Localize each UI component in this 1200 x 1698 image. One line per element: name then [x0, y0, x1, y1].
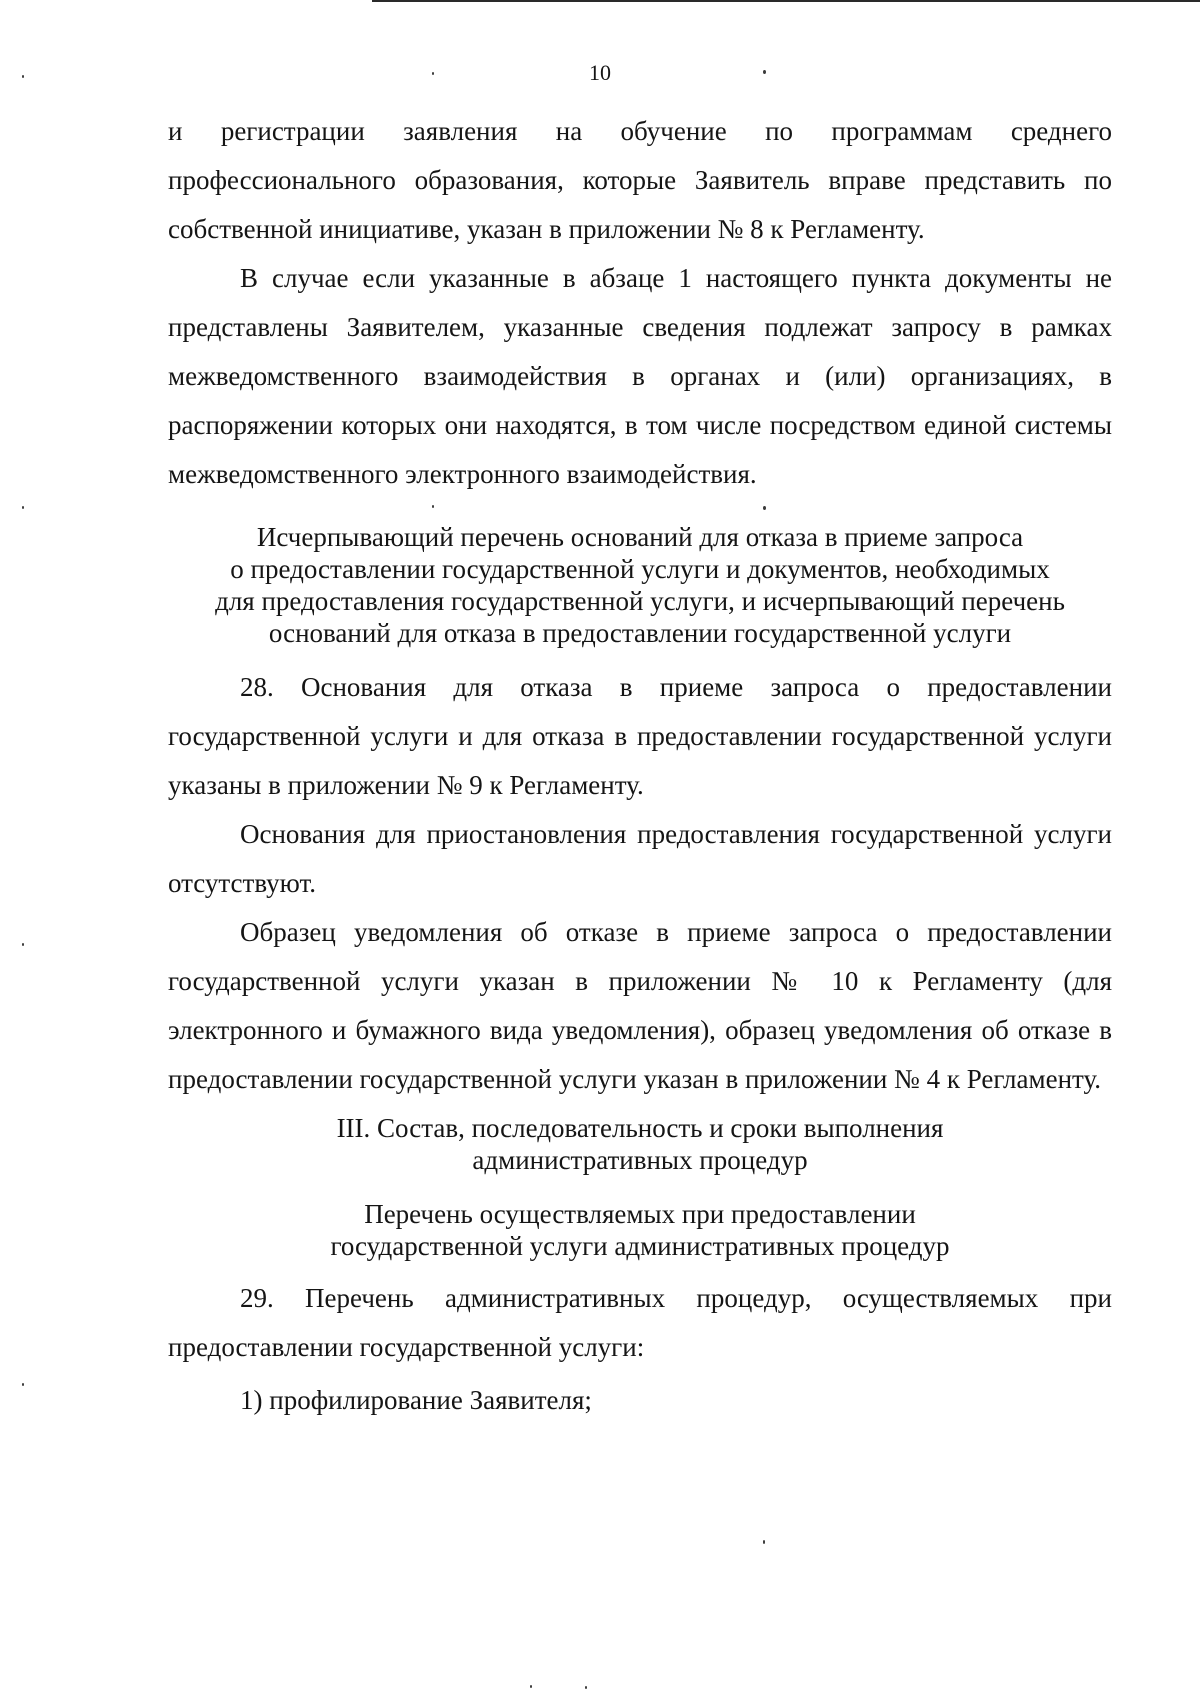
heading-procedures-list	[168, 1198, 1112, 1262]
heading-line: оснований для отказа в предоставлении государственной услуги	[268, 618, 1012, 648]
paragraph-interagency-request: В случае если указанные в абзаце 1 настоящего пункта документы не представлены Заявителем, указанные сведения подлежат запросу в рамках межведомственного взаимодействия в органах и (или) организациях, в распоряжении которых они находятся, в том числе посредством единой системы межведомственного электронного взаимодействия.	[168, 263, 1112, 489]
heading-line: Исчерпывающий перечень оснований для отказа в приеме запроса	[256, 522, 1024, 552]
heading-refusal-grounds	[168, 521, 1112, 649]
section-heading-iii	[168, 1112, 1112, 1176]
heading-line: о предоставлении государственной услуги и документов, необходимых	[230, 554, 1050, 584]
scan-speck	[22, 1383, 24, 1386]
heading-line: государственной услуги административных процедур	[330, 1231, 950, 1261]
heading-line: административных процедур	[472, 1145, 808, 1175]
scan-speck	[432, 505, 434, 508]
scan-speck	[22, 75, 24, 78]
scan-speck	[22, 506, 24, 509]
list-item-profiling: 1) профилирование Заявителя;	[240, 1385, 592, 1415]
paragraph-item-29: 29. Перечень административных процедур, осуществляемых при предоставлении государственной услуги:	[168, 1283, 1112, 1362]
paragraph-item-28: 28. Основания для отказа в приеме запроса о предоставлении государственной услуги и для отказа в предоставлении государственной услуги указаны в приложении № 9 к Регламенту.	[168, 672, 1112, 800]
scan-speck	[530, 1685, 532, 1688]
heading-line: для предоставления государственной услуги, и исчерпывающий перечень	[215, 586, 1065, 616]
page-top-border	[372, 0, 1200, 2]
scan-speck	[432, 72, 434, 75]
scan-speck	[763, 506, 766, 510]
heading-line: III. Состав, последовательность и сроки выполнения	[336, 1113, 944, 1143]
paragraph-registration-continuation: и регистрации заявления на обучение по программам среднего профессионального образования, которые Заявитель вправе представить по собственной инициативе, указан в приложении № 8 к Регламенту.	[168, 116, 1112, 244]
scan-speck	[763, 1540, 765, 1544]
paragraph-suspension-grounds: Основания для приостановления предоставления государственной услуги отсутствуют.	[168, 819, 1112, 898]
paragraph-notification-sample: Образец уведомления об отказе в приеме запроса о предоставлении государственной услуги указан в приложении № 10 к Регламенту (для электронного и бумажного вида уведомления), образец уведомления об отказе в предоставлении государственной услуги указан в приложении № 4 к Регламенту.	[168, 917, 1112, 1094]
scan-speck	[763, 70, 766, 74]
scan-speck	[22, 943, 24, 946]
document-body	[168, 107, 1112, 1425]
page-number: 10	[589, 60, 611, 85]
heading-line: Перечень осуществляемых при предоставлении	[364, 1199, 916, 1229]
scan-speck	[585, 1686, 587, 1689]
